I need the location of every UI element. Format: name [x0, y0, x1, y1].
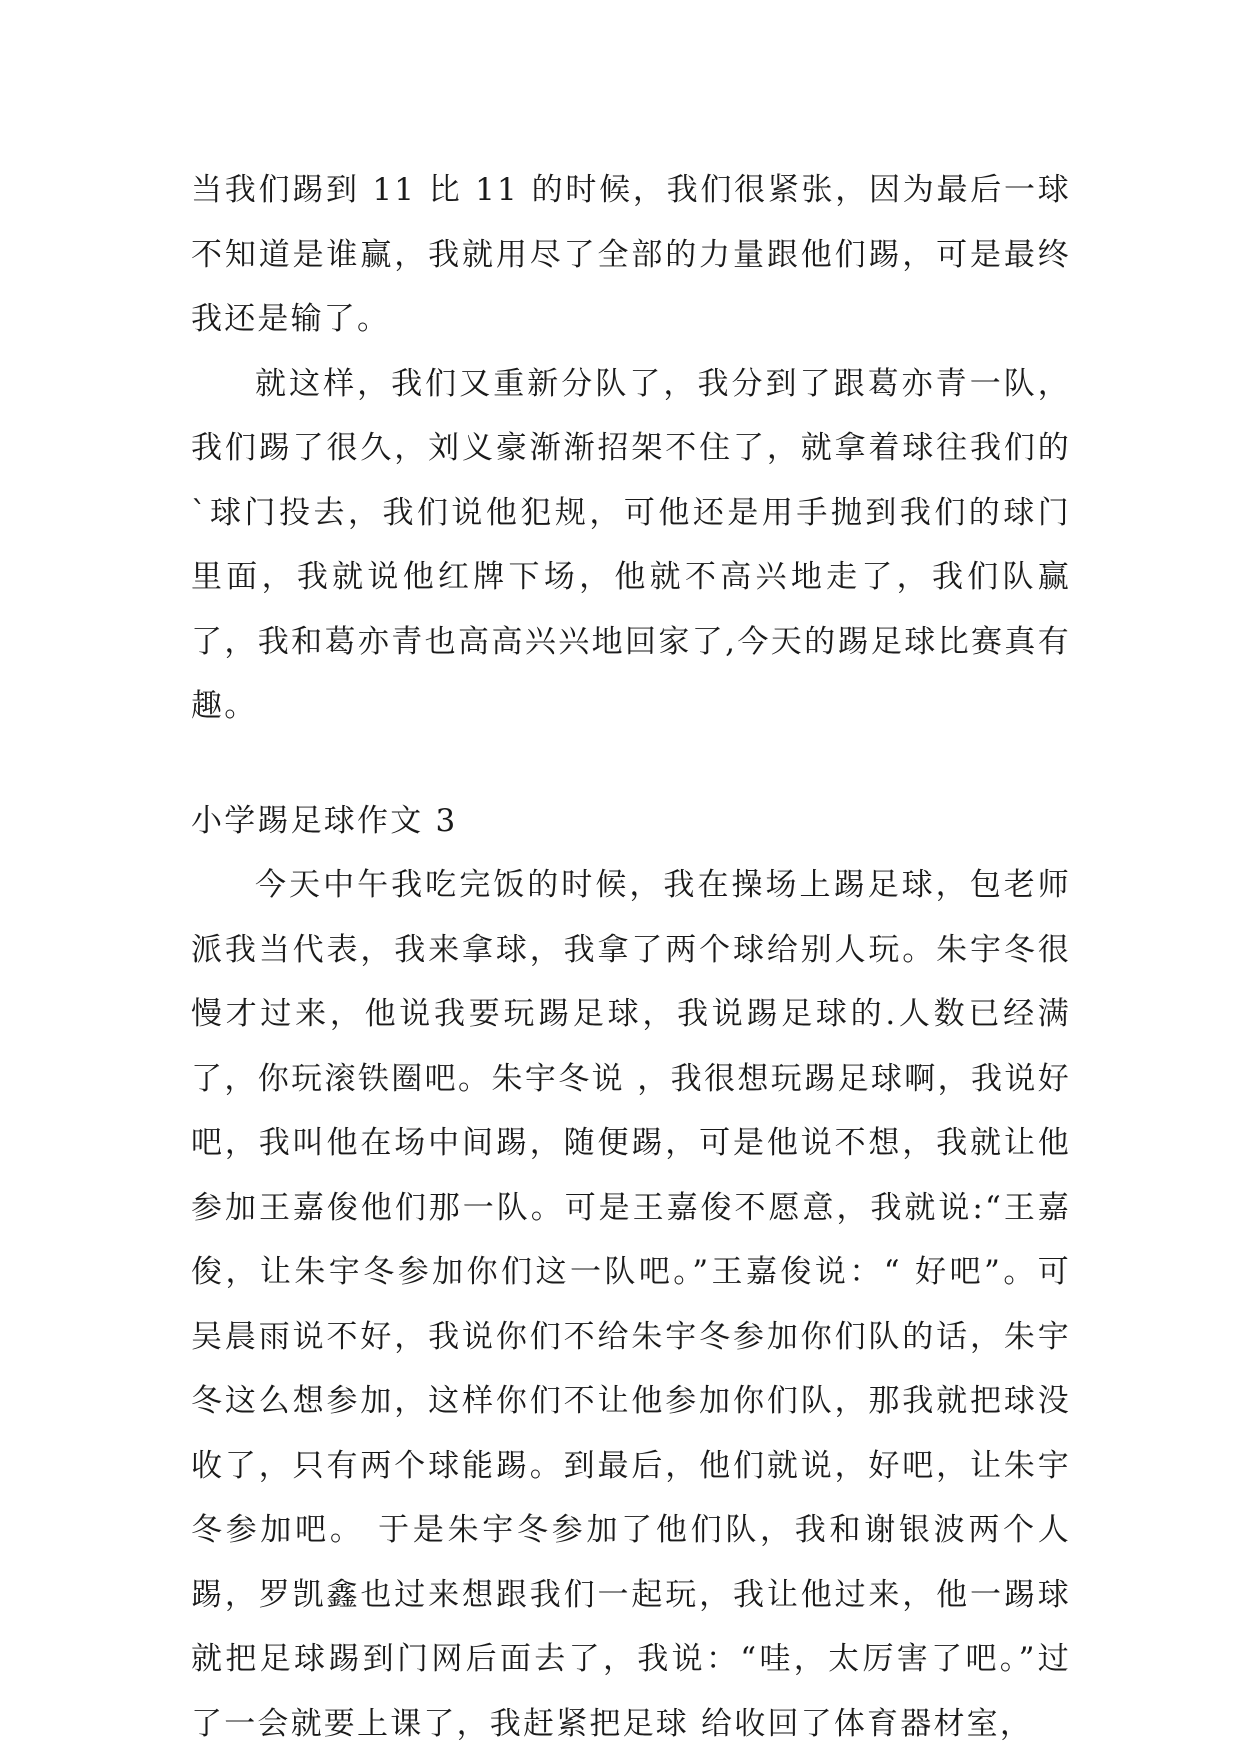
paragraph: 就这样，我们又重新分队了，我分到了跟葛亦青一队，我们踢了很久，刘义豪渐渐招架不住了，就拿着球往我们的`球门投去，我们说他犯规，可他还是用手抛到我们的球门里面，我就说他红牌下场，他就不高兴地走了，我们队赢了，我和葛亦青也高高兴兴地回家了,今天的踢足球比赛真有趣。	[191, 365, 1071, 724]
document-body	[191, 158, 1071, 1756]
paragraph: 今天中午我吃完饭的时候，我在操场上踢足球，包老师派我当代表，我来拿球，我拿了两个球给别人玩。朱宇冬很慢才过来，他说我要玩踢足球，我说踢足球的.人数已经满了，你玩滚铁圈吧。朱宇冬说 ，我很想玩踢足球啊，我说好吧，我叫他在场中间踢，随便踢，可是他说不想，我就让他参加王嘉俊他们那一队。可是王嘉俊不愿意，我就说:“王嘉俊，让朱宇冬参加你们这一队吧。”王嘉俊说：“ 好吧”。可吴晨雨说不好，我说你们不给朱宇冬参加你们队的话，朱宇冬这么想参加，这样你们不让他参加你们队，那我就把球没收了，只有两个球能踢。到最后，他们就说，好吧，让朱宇冬参加吧。 于是朱宇冬参加了他们队，我和谢银波两个人踢，罗凯鑫也过来想跟我们一起玩，我让他过来，他一踢球就把足球踢到门网后面去了，我说：“哇，太厉害了吧。”过了一会就要上课了，我赶紧把足球 给收回了体育器材室，	[191, 867, 1071, 1742]
paragraph-continuation: 当我们踢到 11 比 11 的时候，我们很紧张，因为最后一球不知道是谁赢，我就用尽了全部的力量跟他们踢，可是最终我还是输了。	[191, 172, 1071, 337]
essay-heading: 小学踢足球作文 3	[191, 802, 458, 839]
